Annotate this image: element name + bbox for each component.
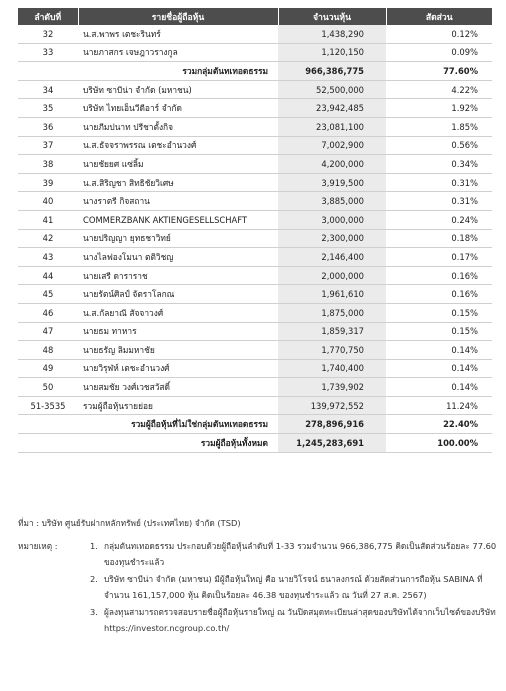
group-total-label: รวมกลุ่มตันทเทอดธรรม: [18, 62, 278, 81]
row-order: 37: [18, 136, 78, 155]
table-row: [18, 378, 492, 397]
note-text: บริษัท ซาบีน่า จำกัด (มหาชน) มีผู้ถือหุ้นใหญ่ คือ นายวิโรจน์ ธนาลงกรณ์ ด้วยสัดส่วนการถือหุ้น SABINA ที่จำนวน 161,157,000 หุ้น คิดเป็นร้อยละ 46.38 ของทุนชำระแล้ว ณ วันที่ 27 ส.ค. 2567): [104, 573, 483, 600]
row-shares: 23,942,485: [278, 99, 386, 118]
table-row: [18, 396, 492, 415]
row-name: น.ส.ธัจจราพรรณ เตชะอำนวงศ์: [78, 136, 278, 155]
row-shares: 4,200,000: [278, 155, 386, 174]
note-item: [18, 571, 498, 604]
non-group-total-row: [18, 415, 492, 434]
row-percent: 0.31%: [386, 173, 492, 192]
row-name: น.ส.กัลยาณี สัจจาวงศ์: [78, 303, 278, 322]
row-percent: 1.85%: [386, 117, 492, 136]
row-name: นายวิรุฬห์ เตชะอำนวงศ์: [78, 359, 278, 378]
row-order: 36: [18, 117, 78, 136]
row-shares: 7,002,900: [278, 136, 386, 155]
row-name: รวมผู้ถือหุ้นรายย่อย: [78, 396, 278, 415]
row-name: น.ส.สิริญชา สิทธิชัยวิเศษ: [78, 173, 278, 192]
row-percent: 0.15%: [386, 303, 492, 322]
row-name: นายธรัญ ลิมมหาชัย: [78, 341, 278, 360]
table-row: [18, 155, 492, 174]
row-order: 49: [18, 359, 78, 378]
row-order: 51-3535: [18, 396, 78, 415]
group-total-shares: 966,386,775: [278, 62, 386, 81]
header-order: ลำดับที่: [18, 8, 78, 25]
row-percent: 0.56%: [386, 136, 492, 155]
table-row: [18, 43, 492, 62]
table-row: [18, 210, 492, 229]
row-order: 44: [18, 266, 78, 285]
row-name: COMMERZBANK AKTIENGESELLSCHAFT: [78, 210, 278, 229]
note-item: [18, 538, 498, 571]
table-row: [18, 80, 492, 99]
row-percent: 4.22%: [386, 80, 492, 99]
table-row: [18, 359, 492, 378]
row-shares: 3,919,500: [278, 173, 386, 192]
source-text: ที่มา : บริษัท ศูนย์รับฝากหลักทรัพย์ (ประเทศไทย) จำกัด (TSD): [18, 518, 241, 528]
row-name: นายภาสกร เจษฎาวรางกูล: [78, 43, 278, 62]
shareholder-table: [18, 8, 492, 453]
row-name: นายปริญญา ยุทธชาวิทย์: [78, 229, 278, 248]
row-shares: 52,500,000: [278, 80, 386, 99]
row-order: 42: [18, 229, 78, 248]
row-shares: 139,972,552: [278, 396, 386, 415]
row-shares: 3,000,000: [278, 210, 386, 229]
row-order: 48: [18, 341, 78, 360]
table-row: [18, 192, 492, 211]
row-order: 33: [18, 43, 78, 62]
row-percent: 0.16%: [386, 266, 492, 285]
note-text: กลุ่มตันทเทอดธรรม ประกอบด้วยผู้ถือหุ้นลำดับที่ 1-33 รวมจำนวน 966,386,775 คิดเป็นสัดส่วนร้อยละ 77.60 ของทุนชำระแล้ว: [104, 540, 497, 567]
table-row: [18, 99, 492, 118]
row-order: 32: [18, 25, 78, 43]
row-percent: 0.14%: [386, 359, 492, 378]
grand-total-row: [18, 434, 492, 453]
row-shares: 1,875,000: [278, 303, 386, 322]
row-shares: 2,146,400: [278, 248, 386, 267]
row-percent: 0.17%: [386, 248, 492, 267]
row-shares: 1,120,150: [278, 43, 386, 62]
table-row: [18, 25, 492, 43]
row-name: บริษัท ซาบีน่า จำกัด (มหาชน): [78, 80, 278, 99]
row-percent: 0.09%: [386, 43, 492, 62]
row-percent: 0.24%: [386, 210, 492, 229]
row-name: นายชัยยศ แซ่ลิ้ม: [78, 155, 278, 174]
row-order: 45: [18, 285, 78, 304]
row-percent: 0.34%: [386, 155, 492, 174]
shareholder-table-container: [18, 8, 492, 453]
row-shares: 1,739,902: [278, 378, 386, 397]
row-percent: 0.15%: [386, 322, 492, 341]
table-row: [18, 229, 492, 248]
row-order: 34: [18, 80, 78, 99]
row-shares: 1,961,610: [278, 285, 386, 304]
row-percent: 0.14%: [386, 378, 492, 397]
table-row: [18, 303, 492, 322]
non-group-total-shares: 278,896,916: [278, 415, 386, 434]
notes-section: [18, 515, 498, 637]
row-percent: 0.16%: [386, 285, 492, 304]
group-total-row: [18, 62, 492, 81]
row-name: นายภีมปนาท ปรีชาตั้งกิจ: [78, 117, 278, 136]
row-name: บริษัท ไทยเอ็นวีดีอาร์ จำกัด: [78, 99, 278, 118]
grand-total-percent: 100.00%: [386, 434, 492, 453]
row-name: นายธม ทาหาร: [78, 322, 278, 341]
row-order: 40: [18, 192, 78, 211]
row-name: นายรัตน์ศิลป์ จัตราโลกณ: [78, 285, 278, 304]
row-shares: 1,740,400: [278, 359, 386, 378]
table-row: [18, 285, 492, 304]
non-group-total-percent: 22.40%: [386, 415, 492, 434]
row-percent: 0.18%: [386, 229, 492, 248]
row-name: นางไลฟองโมนา ตติวิชญ: [78, 248, 278, 267]
row-order: 35: [18, 99, 78, 118]
row-shares: 3,885,000: [278, 192, 386, 211]
row-order: 47: [18, 322, 78, 341]
notes-label: หมายเหตุ :: [18, 540, 58, 551]
header-percent: สัดส่วน: [386, 8, 492, 25]
row-percent: 1.92%: [386, 99, 492, 118]
note-number: 3.: [90, 606, 98, 617]
table-row: [18, 248, 492, 267]
group-total-percent: 77.60%: [386, 62, 492, 81]
row-name: นายสมชัย วงศ์เวชสวัสดิ์: [78, 378, 278, 397]
row-shares: 2,300,000: [278, 229, 386, 248]
grand-total-shares: 1,245,283,691: [278, 434, 386, 453]
row-shares: 2,000,000: [278, 266, 386, 285]
row-percent: 11.24%: [386, 396, 492, 415]
note-number: 2.: [90, 573, 98, 584]
grand-total-label: รวมผู้ถือหุ้นทั้งหมด: [18, 434, 278, 453]
row-order: 46: [18, 303, 78, 322]
row-shares: 1,438,290: [278, 25, 386, 43]
row-percent: 0.14%: [386, 341, 492, 360]
row-shares: 23,081,100: [278, 117, 386, 136]
row-name: นางราตรี กิจสถาน: [78, 192, 278, 211]
row-shares: 1,770,750: [278, 341, 386, 360]
row-name: นายเสรี ดาราราช: [78, 266, 278, 285]
non-group-total-label: รวมผู้ถือหุ้นที่ไม่ใช่กลุ่มตันทเทอดธรรม: [18, 415, 278, 434]
row-order: 50: [18, 378, 78, 397]
table-header-row: [18, 8, 492, 25]
row-order: 41: [18, 210, 78, 229]
row-order: 38: [18, 155, 78, 174]
note-text: ผู้ลงทุนสามารถตรวจสอบรายชื่อผู้ถือหุ้นรายใหญ่ ณ วันปิดสมุดทะเบียนล่าสุดของบริษัทได้จากเว็บไซต์ของบริษัท https://investor.ncgroup.co.th/: [104, 606, 496, 633]
table-row: [18, 341, 492, 360]
table-row: [18, 117, 492, 136]
table-row: [18, 173, 492, 192]
header-name: รายชื่อผู้ถือหุ้น: [78, 8, 278, 25]
row-percent: 0.31%: [386, 192, 492, 211]
row-order: 43: [18, 248, 78, 267]
table-row: [18, 322, 492, 341]
row-percent: 0.12%: [386, 25, 492, 43]
row-shares: 1,859,317: [278, 322, 386, 341]
table-row: [18, 136, 492, 155]
note-number: 1.: [90, 540, 98, 551]
note-item: [18, 604, 498, 637]
row-name: น.ส.พาพร เตชะรินทร์: [78, 25, 278, 43]
table-row: [18, 266, 492, 285]
header-shares: จำนวนหุ้น: [278, 8, 386, 25]
row-order: 39: [18, 173, 78, 192]
